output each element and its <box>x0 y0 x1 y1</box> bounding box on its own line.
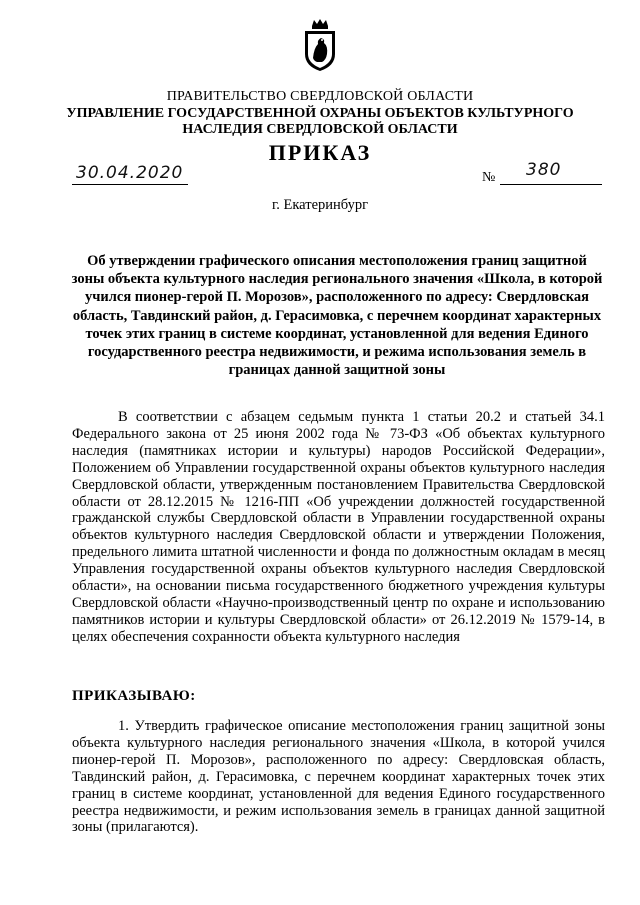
handwritten-date: 30.04.2020 <box>76 163 184 183</box>
government-name: ПРАВИТЕЛЬСТВО СВЕРДЛОВСКОЙ ОБЛАСТИ <box>166 89 474 104</box>
department-name: УПРАВЛЕНИЕ ГОСУДАРСТВЕННОЙ ОХРАНЫ ОБЪЕКТОВ КУЛЬТУРНОГО НАСЛЕДИЯ СВЕРДЛОВСКОЙ ОБЛАСТИ <box>66 106 574 137</box>
handwritten-number: 380 <box>526 160 562 180</box>
city: г. Екатеринбург <box>271 197 369 213</box>
document-type: ПРИКАЗ <box>268 140 372 165</box>
number-underline <box>500 184 602 185</box>
coat-of-arms-icon <box>302 18 338 72</box>
order-item-1 <box>72 718 605 836</box>
body-paragraph <box>72 409 605 646</box>
date-underline <box>72 184 188 185</box>
order-word: ПРИКАЗЫВАЮ: <box>72 688 196 704</box>
number-sign: № <box>482 170 496 185</box>
body-paragraph-text: В соответствии с абзацем седьмым пункта 1 статьи 20.2 и статьей 34.1 Федерального закона от 25 июня 2002 года № 73-ФЗ «Об объектах культурного наследия (памятниках истории и культуры) народов Российской Федерации», Положением об Управлении государственной охраны объектов культурного наследия Свердловской области, утвержденным постановлением Правительства Свердловской области от 28.12.2015 № 1216-ПП «Об учреждении должностей государственной гражданской службы Свердловской области в Управлении государственной охраны объектов культурного наследия Свердловской области и утверждении Положения, предельного лимита штатной численности и фонда по должностным окладам в месяц Управления государственной охраны объектов культурного наследия Свердловской области», на основании письма государственного бюджетного учреждения культуры Свердловской области «Научно-производственный центр по охране и использованию памятников истории и культуры Свердловской области» от 26.12.2019 № 1579-14, в целях обеспечения сохранности объекта культурного наследия <box>72 409 605 645</box>
order-subject: Об утверждении графического описания местоположения границ защитной зоны объекта культурного наследия регионального значения «Школа, в которой учился пионер-герой П. Морозов», расположенного по адресу: Свердловская область, Тавдинский район, д. Герасимовка, с перечнем координат характерных точек этих границ в системе координат, установленной для ведения Единого государственного реестра недвижимости, и режима использования земель в границах данной защитной зоны <box>71 253 603 379</box>
order-item-1-text: 1. Утвердить графическое описание местоположения границ защитной зоны объекта культурного наследия регионального значения «Школа, в которой учился пионер-герой П. Морозов», расположенного по адресу: Свердловская область, Тавдинский район, д. Герасимовка, с перечнем координат характерных точек этих границ в системе координат, установленной для ведения Единого государственного реестра недвижимости, и режим использования земель в границах данной защитной зоны (прилагаются). <box>72 718 605 836</box>
